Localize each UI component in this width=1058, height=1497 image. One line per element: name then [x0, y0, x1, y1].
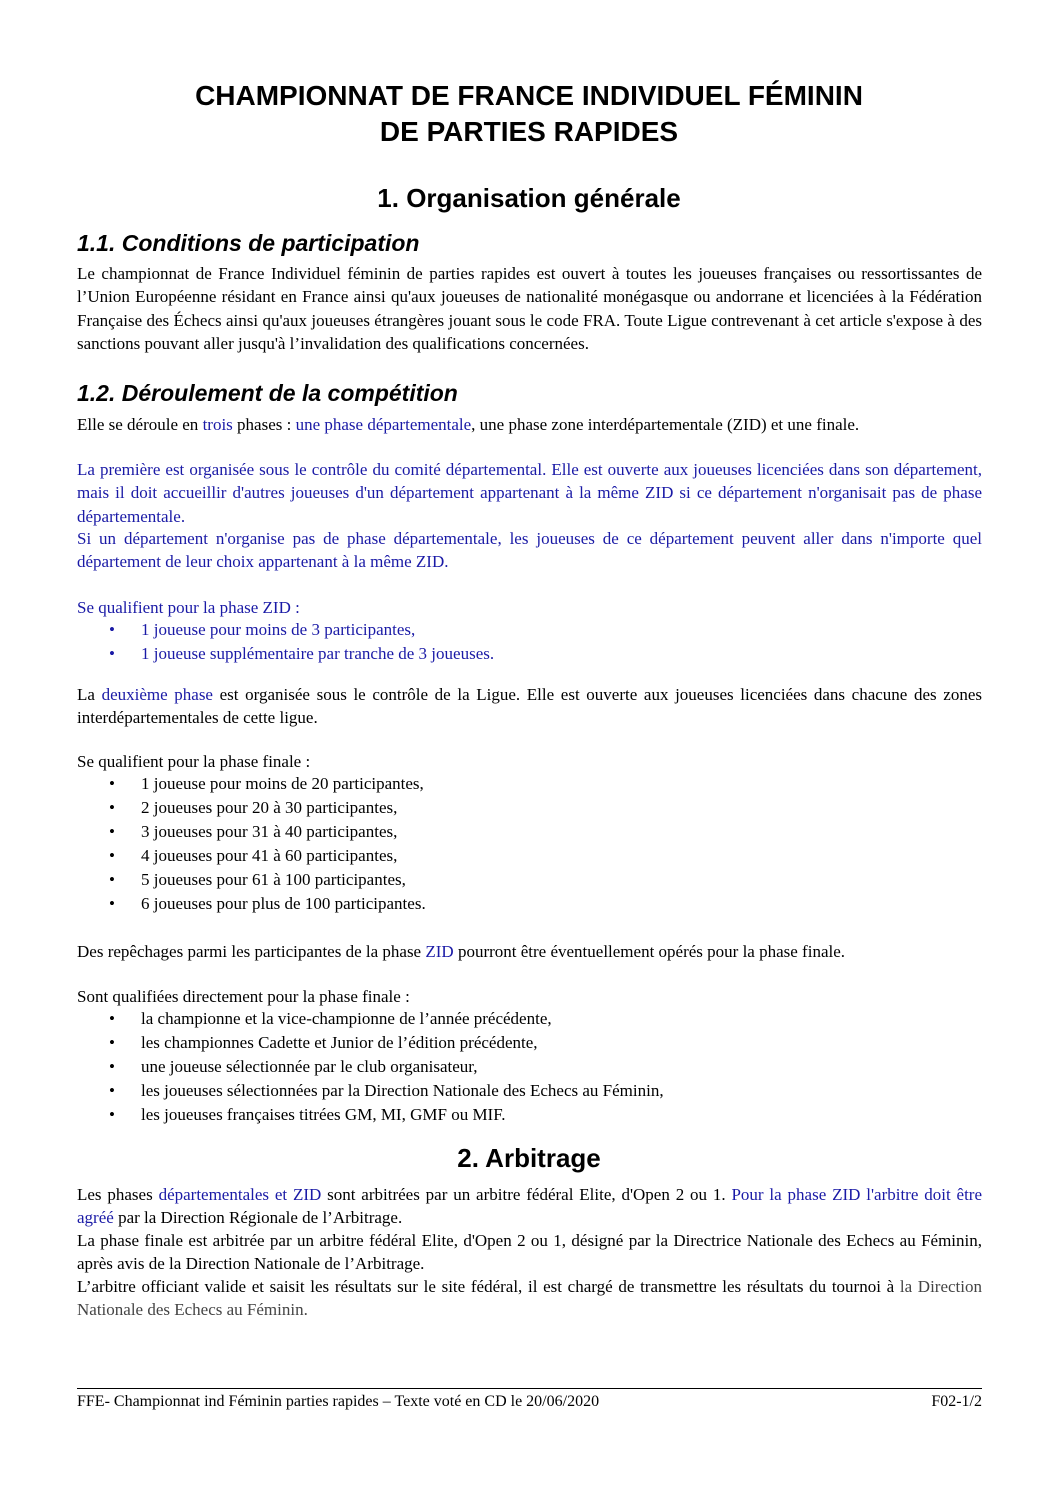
- zid-qualification-list: [77, 618, 494, 666]
- footer-page-ref: F02-1/2: [931, 1393, 982, 1410]
- departmental-zid-ref: départementales et ZID: [158, 1185, 322, 1204]
- subsection-1-1-heading: 1.1. Conditions de participation: [77, 230, 420, 256]
- footer-text: FFE- Championnat ind Féminin parties rapides – Texte voté en CD le 20/06/2020: [77, 1393, 600, 1410]
- arbitration-final-text: La phase finale est arbitrée par un arbitre fédéral Elite, d'Open 2 ou 1, désigné par la Directrice Nationale des Echecs au Féminin, après avis de la Direction Nationale de l’Arbitrage.: [77, 1231, 982, 1274]
- phases-count: trois: [202, 415, 233, 434]
- list-item: • 3 joueuses pour 31 à 40 participantes,: [77, 820, 426, 844]
- second-phase-text: La deuxième phase est organisée sous le contrôle de la Ligue. Elle est ouverte aux joueuses licenciées dans chacune des zones interdépartementales de cette ligue.: [77, 685, 982, 728]
- subsection-1-2-heading: 1.2. Déroulement de la compétition: [77, 380, 458, 406]
- section-1-heading: 1. Organisation générale: [377, 183, 681, 213]
- final-qualification-list: [77, 772, 426, 916]
- zid-qualification-title: Se qualifient pour la phase ZID :: [77, 598, 300, 617]
- list-item: • 1 joueuse supplémentaire par tranche de 3 joueuses.: [77, 642, 494, 666]
- departmental-phase-ref: une phase départementale: [295, 415, 472, 434]
- list-item: • 1 joueuse pour moins de 3 participantes,: [77, 618, 494, 642]
- list-item: • la championne et la vice-championne de l’année précédente,: [77, 1007, 664, 1031]
- list-item: • 1 joueuse pour moins de 20 participantes,: [77, 772, 426, 796]
- zid-ref: ZID: [425, 942, 454, 961]
- footer-divider: [77, 1388, 982, 1389]
- list-item: • les joueuses sélectionnées par la Direction Nationale des Echecs au Féminin,: [77, 1079, 664, 1103]
- departmental-phase-text: La première est organisée sous le contrôle du comité départemental. Elle est ouverte aux joueuses licenciées dans son département, mais il doit accueillir d'autres joueuses d'un département appartenant à la même ZID si ce département n'organisait pas de phase départementale.: [77, 460, 982, 526]
- list-item: • 2 joueuses pour 20 à 30 participantes,: [77, 796, 426, 820]
- participation-conditions-text: Le championnat de France Individuel féminin de parties rapides est ouvert à toutes les joueuses françaises ou ressortissantes de l’Union Européenne résidant en France ainsi qu'aux joueuses de nationalité monégasque ou andorrane et licenciées à la Fédération Française des Échecs ainsi qu'aux joueuses étrangères jouant sous le code FRA. Toute Ligue contrevenant à cet article s'expose à des sanctions pouvant aller jusqu'à l’invalidation des qualifications concernées.: [77, 264, 982, 353]
- direction-nationale-ref: la Direction Nationale des Echecs au Féminin.: [77, 1277, 982, 1320]
- repechage-text: Des repêchages parmi les participantes de la phase ZID pourront être éventuellement opérés pour la phase finale.: [77, 942, 846, 961]
- list-item: • 4 joueuses pour 41 à 60 participantes,: [77, 844, 426, 868]
- document-title-line-2: DE PARTIES RAPIDES: [379, 116, 679, 147]
- arbitration-results-text: L’arbitre officiant valide et saisit les résultats sur le site fédéral, il est chargé de transmettre les résultats du tournoi à la Direction Nationale des Echecs au Féminin.: [77, 1277, 982, 1320]
- document-title-line-1: CHAMPIONNAT DE FRANCE INDIVIDUEL FÉMININ: [195, 80, 863, 111]
- list-item: • les championnes Cadette et Junior de l’édition précédente,: [77, 1031, 664, 1055]
- list-item: • 6 joueuses pour plus de 100 participantes.: [77, 892, 426, 916]
- list-item: • les joueuses françaises titrées GM, MI, GMF ou MIF.: [77, 1103, 664, 1127]
- list-item: • une joueuse sélectionnée par le club organisateur,: [77, 1055, 664, 1079]
- final-qualification-title: Se qualifient pour la phase finale :: [77, 752, 311, 771]
- zid-arbiter-approval-ref: Pour la phase ZID l'arbitre doit être agréé: [77, 1185, 982, 1228]
- departmental-phase-fallback-text: Si un département n'organise pas de phase départementale, les joueuses de ce département peuvent aller dans n'importe quel département de leur choix appartenant à la même ZID.: [77, 529, 982, 572]
- direct-qualification-list: [77, 1007, 664, 1127]
- second-phase-ref: deuxième phase: [101, 685, 213, 704]
- phases-intro: Elle se déroule en trois phases : une phase départementale, une phase zone interdépartementale (ZID) et une finale.: [77, 415, 860, 434]
- arbitration-phases-text: Les phases départementales et ZID sont arbitrées par un arbitre fédéral Elite, d'Open 2 ou 1. Pour la phase ZID l'arbitre doit être agréé par la Direction Régionale de l’Arbitrage.: [77, 1185, 982, 1228]
- direct-qualification-title: Sont qualifiées directement pour la phase finale :: [77, 987, 410, 1006]
- section-2-heading: 2. Arbitrage: [457, 1143, 601, 1173]
- list-item: • 5 joueuses pour 61 à 100 participantes,: [77, 868, 426, 892]
